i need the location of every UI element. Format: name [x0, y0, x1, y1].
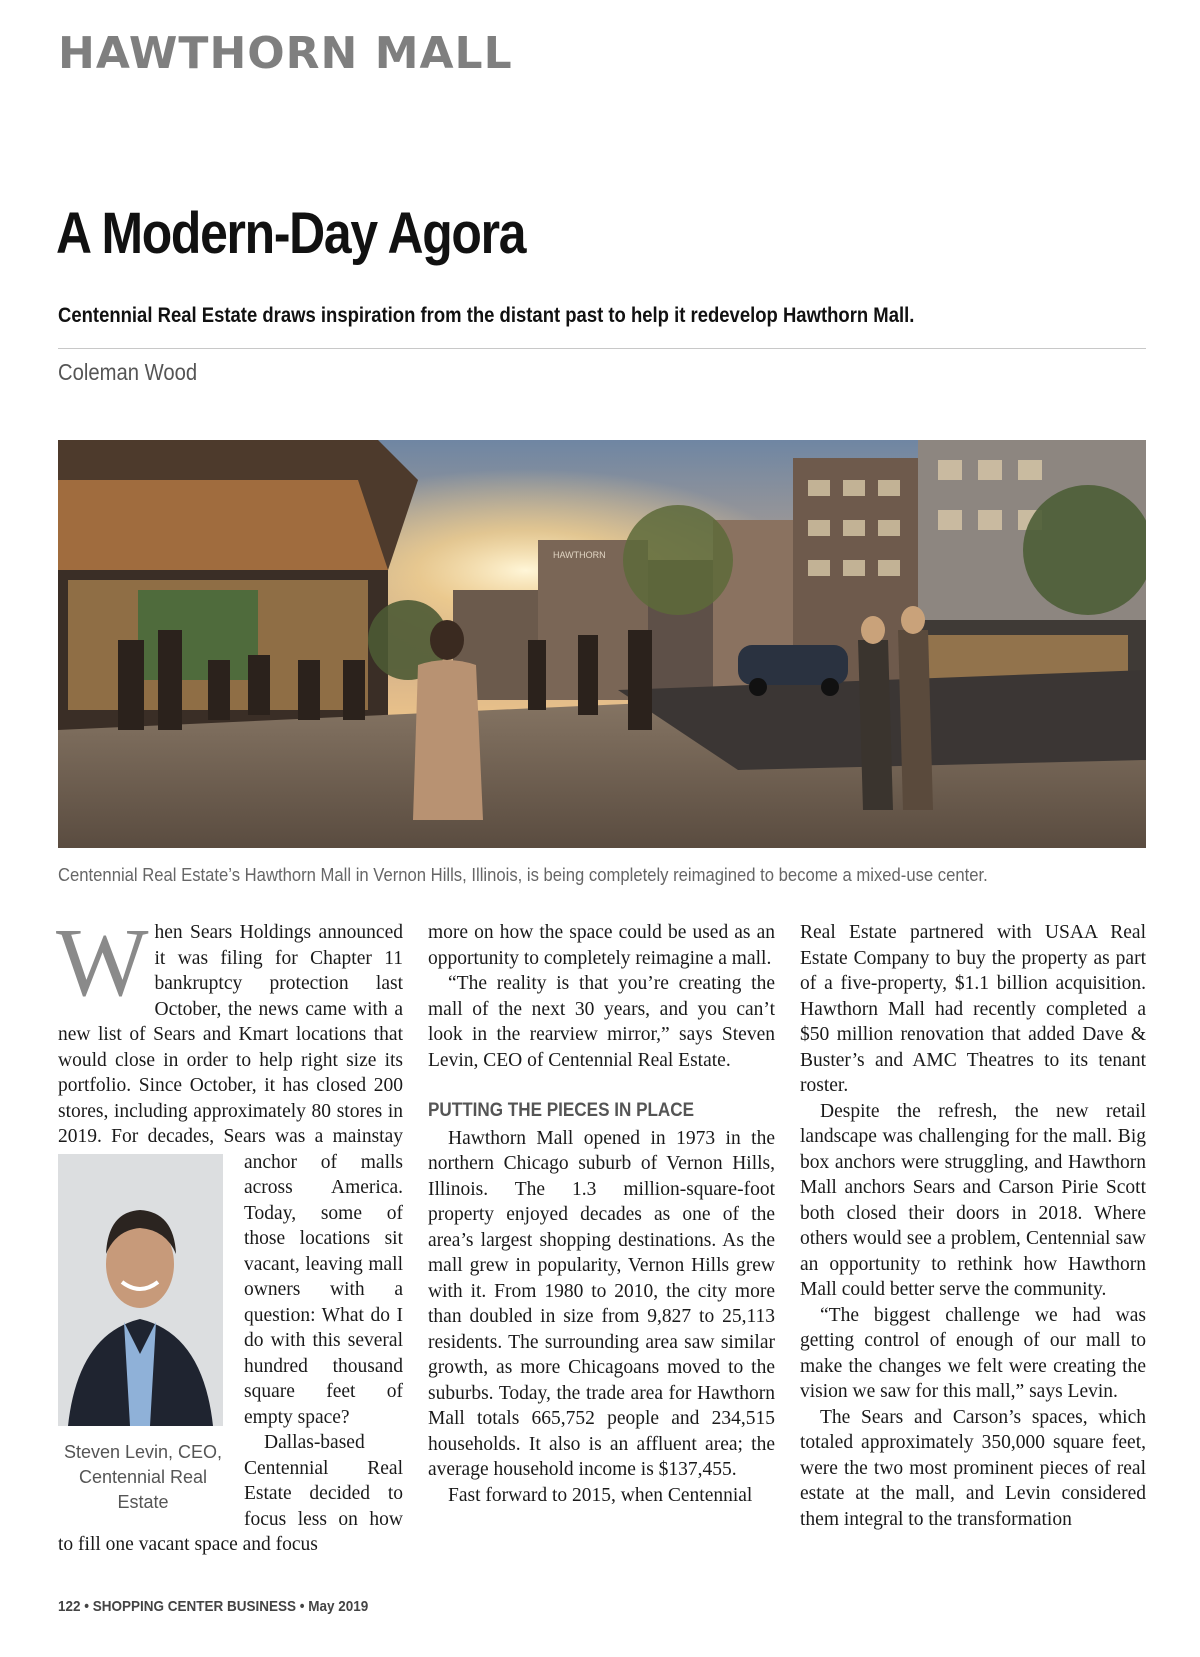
subhead-putting-pieces: PUTTING THE PIECES IN PLACE [428, 1100, 695, 1121]
paragraph-4: Hawthorn Mall opened in 1973 in the northern Chicago suburb of Vernon Hills, Illinois. The 1.3 million-square-foot property enjoyed decades as one of the area’s largest shopping destinations. As the mall grew in popularity, Vernon Hills grew with it. From 1980 to 2010, the city more than doubled in size from 9,827 to 25,113 residents. The surrounding area saw similar growth, as more Chicagoans moved to the suburbs. Today, the trade area for Hawthorn Mall totals 665,752 people and 234,515 households. It also is an affluent area; the average household income is $137,455. [428, 1127, 775, 1480]
steven-levin-photo [58, 1154, 223, 1426]
page-footer: 122 • SHOPPING CENTER BUSINESS • May 2019 [58, 1598, 369, 1615]
paragraph-2-start: Dallas-based Centennial Real Estate decided to focus less on how to fill one vacant space and focus [58, 1432, 403, 1555]
paragraph-7: “The biggest challenge we had was getting control of enough of our mall to make the changes we felt were creating the vision we saw for this mall,” says Levin. [800, 1304, 1146, 1402]
text-column-1 [56, 909, 403, 1558]
paragraph-2: more on how the space could be used as an opportunity to completely reimagine a mall. [428, 922, 775, 969]
paragraph-5: Fast forward to 2015, when Centennial [448, 1484, 753, 1506]
section-heading: HAWTHORN MALL [58, 28, 513, 79]
paragraph-1-continued: malls across America. Today, some of those locations sit vacant, leaving mall owners with a question: What do I do with this several hundred thousand square feet of empty space? [244, 1151, 403, 1428]
hero-caption: Centennial Real Estate’s Hawthorn Mall in Vernon Hills, Illinois, is being completely reimagined to become a mixed-use center. [58, 864, 988, 885]
paragraph-1-text: hen Sears Holdings announced it was filing for Chapter 11 bankruptcy protection last October, the news came with a new list of Sears and Kmart locations that would close in order to help right size its portfolio. Since October, it has closed 200 stores, including approximately 80 stores in 2019. For decades, Sears was a mainstay anchor of [58, 922, 403, 1173]
hawthorn-sign: HAWTHORN [553, 550, 606, 560]
paragraph-6: Despite the refresh, the new retail landscape was challenging for the mall. Big box anchors were struggling, and Hawthorn Mall anchors Sears and Carson Pirie Scott both closed their doors in 2018. Where others would see a problem, Centennial saw an opportunity to rethink how Hawthorn Mall could better serve the community. [800, 1100, 1146, 1300]
paragraph-3: “The reality is that you’re creating the mall of the next 30 years, and you can’t look in the rearview mirror,” says Steven Levin, CEO of Centennial Real Estate. [428, 973, 775, 1071]
portrait-caption: Steven Levin, CEO, Centennial Real Estate [63, 1441, 223, 1512]
text-column-3 [800, 920, 1146, 1532]
paragraph-5-continued: Real Estate partnered with USAA Real Estate Company to buy the property as part of a five-property, $1.1 billion acquisition. Hawthorn Mall had recently completed a $50 million renovation that added Dave & Buster’s and AMC Theatres to its tenant roster. [800, 922, 1146, 1096]
article-deck: Centennial Real Estate draws inspiration from the distant past to help it redevelop Hawthorn Mall. [58, 304, 915, 327]
portrait-block [58, 1154, 228, 1515]
drop-cap: W [56, 909, 149, 1017]
paragraph-8: The Sears and Carson’s spaces, which totaled approximately 350,000 square feet, were the two most prominent pieces of real estate at the mall, and Levin considered them integral to the transformation [800, 1406, 1146, 1530]
hero-rendering-image [58, 440, 1146, 848]
text-column-2 [428, 920, 775, 1508]
article-title: A Modern-Day Agora [56, 201, 526, 266]
byline: Coleman Wood [58, 359, 198, 385]
divider-rule [58, 348, 1146, 349]
